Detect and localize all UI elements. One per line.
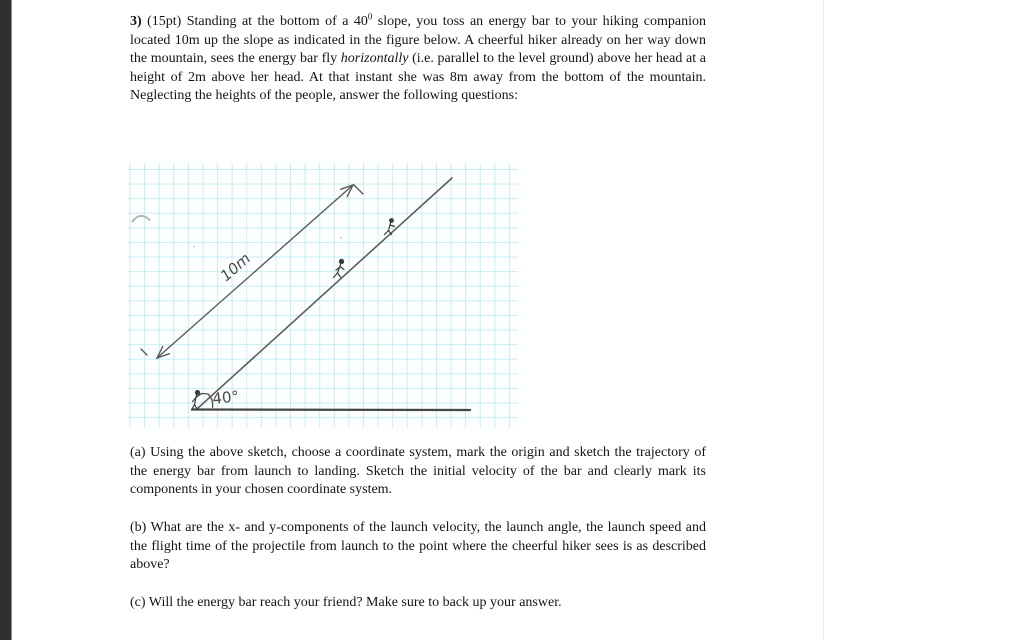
pencil-speck xyxy=(305,172,307,174)
ground-line xyxy=(192,410,470,411)
distance-label: 10m xyxy=(216,249,255,286)
figure-sketch xyxy=(128,163,518,428)
left-edge-bar xyxy=(0,0,12,640)
end-tick xyxy=(141,349,147,355)
pencil-speck xyxy=(193,246,195,248)
pencil-speck xyxy=(340,237,342,239)
end-tick xyxy=(354,185,363,194)
slope-line xyxy=(198,178,452,408)
sketch-canvas xyxy=(128,163,518,428)
angle-label: 40° xyxy=(211,387,240,408)
question-a: (a) Using the above sketch, choose a coordinate system, mark the origin and sketch the trajectory of the energy bar from launch to landing. Sketch the initial velocity of the bar and clearly mark its components in your chosen coordinate system. xyxy=(130,445,706,498)
distance-arrow xyxy=(141,185,363,358)
question-c: (c) Will the energy bar reach your friend? Make sure to back up your answer. xyxy=(130,595,562,610)
question-b: (b) What are the x- and y-components of the launch velocity, the launch angle, the launch speed and the flight time of the projectile from launch to the point where the cheerful hiker sees is as described above? xyxy=(130,520,706,573)
stick-figure-companion xyxy=(334,259,345,278)
problem-statement: 3) (15pt) Standing at the bottom of a $40^0$ slope, you toss an energy bar to your hiking companion located 10m up the slope as indicated in the figure below. A cheerful hiker already on her way down the mountain, sees the energy bar fly horizontally (i.e. parallel to the level ground) above her head at a height of 2m above her head. At that instant she was 8m away from the bottom of the mountain. Neglecting the heights of the people, answer the following questions: xyxy=(130,11,706,104)
pencil-smudge-arc xyxy=(132,216,150,222)
page-edge-divider xyxy=(823,0,824,640)
